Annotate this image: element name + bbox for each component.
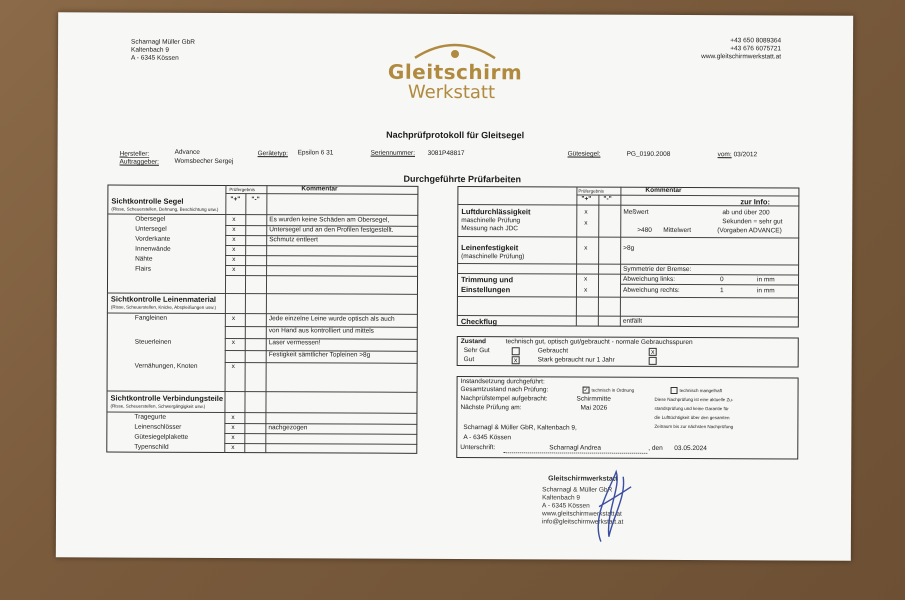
messwert-label: Meßwert	[623, 208, 649, 216]
gebraucht-checkbox: x	[649, 348, 657, 356]
trimm-title2: Einstellungen	[460, 285, 511, 295]
document-title: Nachprüfprotokoll für Gleitsegel	[386, 129, 525, 141]
row-comment: Laser vermessen!	[268, 339, 321, 347]
abw-links-label: Abweichung links:	[623, 275, 676, 283]
left-kommentar-header: Kommentar	[301, 185, 338, 193]
abw-links-value: 0	[720, 276, 724, 284]
row-mark: x	[232, 216, 236, 224]
stark-checkbox	[649, 357, 657, 365]
row-label: Innenwände	[135, 245, 171, 253]
geraetetyp-label: Gerätetyp:	[257, 150, 288, 158]
row-mark: x	[231, 424, 235, 432]
vom-value: 03/2012	[733, 151, 758, 159]
row-mark: x	[231, 339, 236, 347]
company-street: Kaltenbach 9	[131, 46, 169, 54]
hersteller-value: Advance	[174, 148, 200, 156]
checkflug-title: Checkflug	[460, 317, 498, 327]
instand-title: Instandsetzung durchgeführt:	[460, 378, 545, 386]
symmetrie-label: Symmetrie der Bremse:	[623, 265, 692, 274]
stempel-value: Schirmmitte	[576, 395, 611, 403]
abw-rechts-label: Abweichung rechts:	[622, 286, 680, 294]
vom-label: vom:	[717, 151, 732, 159]
luft-title: Luftdurchlässigkeit	[461, 207, 531, 217]
sehr-gut-checkbox	[512, 347, 520, 355]
note-line4: Zeitraum bis zur nächsten Nachprüfung	[654, 423, 734, 430]
gebraucht-label: Gebraucht	[537, 347, 569, 355]
row-label: Vernähungen, Knoten	[134, 362, 198, 370]
stamp-line4: www.gleitschirmwerkstatt.at	[541, 510, 622, 518]
stamp-line5: info@gleitschirmwerkstatt.at	[541, 518, 624, 526]
stamp-line1: Scharnagl & Müller GbR	[542, 486, 613, 494]
checkflug-value: entfällt	[622, 317, 643, 325]
segel-title: Sichtkontrolle Segel	[111, 196, 184, 206]
stempel-label: Nachprüfstempel aufgebracht:	[460, 395, 548, 403]
leinenfest-value: >8g	[623, 244, 635, 252]
note-line3: die Lufttüchtigkeit über den gesamten	[654, 414, 730, 421]
protocol-document	[56, 12, 853, 560]
logo-arc-icon	[410, 38, 500, 60]
row-comment: Jede einzelne Leine wurde optisch als auch	[268, 315, 395, 323]
stamp-brand: Gleitschirmwerkstatt	[548, 475, 618, 483]
gut-checkbox: x	[512, 356, 520, 364]
leinenfest-mark: x	[584, 244, 588, 252]
leinen-sub: (Risse, Scheuerstellen, Knicke, Abspleißungen usw.)	[110, 304, 216, 310]
ok-label: technisch in Ordnung	[591, 387, 635, 393]
company-phone1: +43 650 8089364	[730, 37, 782, 45]
stamp-line2: Kaltenbach 9	[542, 494, 581, 502]
section-title: Durchgeführte Prüfarbeiten	[403, 173, 522, 185]
info-line3: (Vorgaben ADVANCE)	[717, 227, 782, 235]
row-mark: x	[232, 266, 236, 274]
signature-scribble-icon	[571, 467, 641, 547]
zustand-label: Zustand	[460, 338, 487, 346]
mangel-label: technisch mangelhaft	[679, 387, 723, 394]
sehr-gut-label: Sehr Gut	[463, 347, 490, 355]
segel-sub: (Risse, Scheuerstellen, Dehnung, Beschichtung usw.)	[111, 206, 219, 212]
row-label: Fangleinen	[134, 314, 168, 322]
row-label: Steuerleinen	[134, 338, 172, 346]
row-label: Gütesiegelplakette	[134, 433, 189, 441]
row-mark: x	[232, 226, 236, 234]
mittelwert-label: Mittelwert	[663, 226, 692, 235]
naechste-value: Mai 2026	[580, 404, 608, 412]
right-pruefergebnis: Prüfergebnis	[578, 188, 604, 194]
leinen-title: Sichtkontrolle Leinenmaterial	[110, 294, 216, 304]
row-comment: von Hand aus kontrolliert und mittels	[268, 327, 374, 335]
zur-info: zur Info:	[740, 197, 770, 207]
row-comment: nachgezogen	[268, 424, 308, 432]
luft-mark1: x	[584, 208, 588, 216]
verb-sub: (Risse, Scheuerstellen, Schwergängigkeit usw.)	[110, 403, 206, 409]
unterschrift-name: Scharnagl Andrea	[549, 444, 601, 452]
unterschrift-label: Unterschrift:	[460, 444, 496, 452]
right-minus: "-"	[603, 195, 612, 203]
den-label: , den	[648, 444, 663, 452]
auftraggeber-label: Auftraggeber:	[119, 158, 159, 166]
abw-links-unit: in mm	[757, 276, 775, 284]
company-city: A - 6345 Kössen	[130, 54, 179, 62]
seriennummer-value: 3081P48817	[427, 149, 465, 158]
gesamt-label: Gesamtzustand nach Prüfung:	[460, 386, 549, 394]
luft-sub1: maschinelle Prüfung	[461, 217, 521, 225]
leinenfest-title: Leinenfestigkeit	[461, 243, 519, 253]
geraetetyp-value: Epsilon 6 31	[297, 149, 334, 157]
company-phone2: +43 676 6075721	[730, 45, 782, 53]
row-label: Flairs	[135, 265, 151, 273]
row-comment: Festigkeit sämtlicher Topleinen >8g	[268, 351, 371, 359]
mangel-checkbox	[671, 387, 678, 394]
hersteller-label: Hersteller:	[119, 150, 150, 158]
right-kommentar-header: Kommentar	[645, 186, 682, 194]
note-line1: Diese Nachprüfung ist eine aktuelle Zu-	[654, 396, 734, 403]
abw-rechts-unit: in mm	[756, 287, 775, 295]
datum-value: 03.05.2024	[674, 444, 707, 453]
row-label: Nähte	[135, 255, 153, 263]
trimm-mark2: x	[583, 286, 588, 294]
row-label: Typenschild	[134, 443, 169, 451]
stamp-line3: A - 6345 Kössen	[542, 502, 590, 510]
seriennummer-label: Seriennummer:	[370, 149, 416, 157]
luft-value: >480	[637, 226, 652, 234]
instand-addr2: A - 6345 Kössen	[463, 434, 512, 442]
left-pruefergebnis: Prüfergebnis	[229, 187, 255, 193]
gut-label: Gut	[463, 356, 475, 364]
leinenfest-sub: (maschinelle Prüfung)	[461, 253, 525, 261]
row-label: Leinenschlösser	[134, 423, 182, 431]
info-line2: Sekunden = sehr gut	[722, 218, 783, 226]
naechste-label: Nächste Prüfung am:	[460, 404, 522, 412]
trimm-mark1: x	[584, 275, 588, 283]
luft-mark2: x	[584, 219, 588, 227]
logo-line2: Werkstatt	[407, 81, 496, 104]
row-label: Obersegel	[135, 215, 166, 223]
row-label: Vorderkante	[135, 235, 171, 243]
abw-rechts-value: 1	[719, 287, 724, 295]
row-mark: x	[231, 363, 235, 371]
left-plus: "+"	[230, 196, 241, 204]
row-mark: x	[231, 414, 235, 422]
company-web: www.gleitschirmwerkstatt.at	[701, 53, 782, 61]
company-name: Scharnagl Müller GbR	[131, 38, 196, 46]
row-mark: x	[232, 246, 236, 254]
auftraggeber-value: Womsbecher Sergej	[174, 157, 234, 166]
left-minus: "-"	[251, 196, 260, 204]
row-label: Tragegurte	[134, 413, 167, 421]
verb-title: Sichtkontrolle Verbindungsteile	[110, 393, 224, 403]
row-mark: x	[232, 236, 236, 244]
instand-addr1: Scharnagl & Müller GbR, Kaltenbach 9,	[463, 424, 577, 432]
right-plus: "+"	[581, 195, 592, 203]
trimm-title1: Trimmung und	[461, 275, 514, 285]
row-comment: Schmutz entleert	[269, 236, 318, 244]
row-mark: x	[231, 315, 236, 323]
guetesiegel-label: Gütesiegel:	[567, 150, 601, 158]
row-mark: x	[231, 434, 235, 442]
guetesiegel-value: PG_0190.2008	[626, 150, 671, 158]
zustand-text: technisch gut, optisch gut/gebraucht - normale Gebrauchsspuren	[505, 338, 693, 347]
luft-sub2: Messung nach JDC	[461, 225, 519, 233]
logo-line1: Gleitschirm	[387, 59, 523, 85]
row-mark: x	[231, 444, 235, 452]
row-comment: Es wurden keine Schäden am Obersegel,	[269, 216, 390, 224]
info-line1: ab und über 200	[722, 209, 770, 217]
row-comment: Untersegel und an den Profilen festgestellt.	[269, 226, 394, 234]
stark-label: Stark gebraucht nur 1 Jahr	[537, 356, 615, 364]
row-mark: x	[232, 256, 236, 264]
row-label: Untersegel	[135, 225, 167, 233]
note-line2: standsprüfung und keine Garantie für	[654, 405, 729, 412]
ok-checkbox: ✓	[583, 387, 589, 394]
